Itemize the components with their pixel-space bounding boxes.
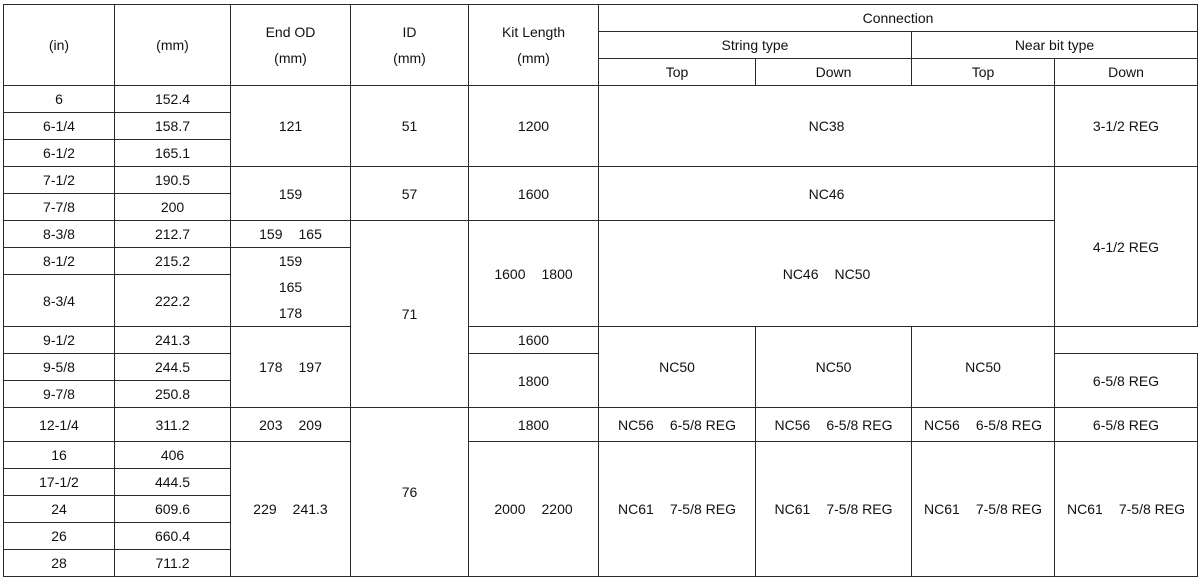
near-bit-down-cell — [1055, 442, 1198, 577]
end-od-value: 209 — [298, 416, 322, 433]
table-row — [4, 442, 1198, 469]
connection-value: 6-5/8 REG — [669, 416, 736, 433]
size-in: 8-3/8 — [4, 221, 115, 248]
near-bit-top-cell: NC50 — [912, 327, 1055, 408]
end-od-value: 241.3 — [292, 501, 328, 517]
near-bit-top-cell — [912, 408, 1055, 442]
size-mm: 165.1 — [115, 140, 231, 167]
connection-value: NC61 — [924, 501, 960, 517]
kit-length-cell: 1800 — [469, 408, 599, 442]
header-near-down: Down — [1055, 59, 1198, 86]
end-od-value: 159 — [278, 253, 303, 269]
near-bit-top-cell — [912, 442, 1055, 577]
string-top-cell — [599, 408, 756, 442]
size-in: 6-1/4 — [4, 113, 115, 140]
end-od-value: 165 — [298, 226, 322, 242]
string-down-cell — [756, 442, 912, 577]
near-bit-down-cell: 3-1/2 REG — [1055, 86, 1198, 167]
connection-value: 7-5/8 REG — [975, 501, 1042, 517]
end-od-value: 178 — [259, 359, 283, 375]
kit-length-cell: 1200 — [469, 86, 599, 167]
table-row — [4, 86, 1198, 113]
table-row — [4, 327, 1198, 354]
header-string-top: Top — [599, 59, 756, 86]
end-od-cell — [231, 408, 351, 442]
size-in: 7-7/8 — [4, 194, 115, 221]
size-in: 6 — [4, 86, 115, 113]
size-in: 26 — [4, 523, 115, 550]
near-bit-down-cell: 4-1/2 REG — [1055, 167, 1198, 327]
size-in: 12-1/4 — [4, 408, 115, 442]
connection-value: NC56 — [774, 416, 811, 433]
size-mm: 609.6 — [115, 496, 231, 523]
connection-cell: NC46 — [599, 167, 1055, 221]
connection-value: NC46 — [782, 265, 819, 282]
size-in: 9-1/2 — [4, 327, 115, 354]
string-top-cell — [599, 442, 756, 577]
size-mm: 250.8 — [115, 381, 231, 408]
header-kit-length-label: Kit Length — [501, 24, 566, 40]
kit-length-value: 2200 — [541, 501, 573, 517]
header-id — [351, 5, 469, 86]
id-cell: 51 — [351, 86, 469, 167]
end-od-value: 159 — [259, 226, 283, 242]
end-od-cell — [231, 248, 351, 327]
size-in: 9-7/8 — [4, 381, 115, 408]
kit-length-value: 1800 — [541, 265, 573, 282]
connection-value: 7-5/8 REG — [1118, 501, 1185, 517]
near-bit-down-cell: 6-5/8 REG — [1055, 408, 1198, 442]
header-string-type: String type — [599, 32, 912, 59]
size-mm: 711.2 — [115, 550, 231, 577]
kit-length-cell: 1600 — [469, 167, 599, 221]
connection-cell — [599, 221, 1055, 327]
end-od-cell — [231, 442, 351, 577]
table-row — [4, 167, 1198, 194]
size-in: 8-1/2 — [4, 248, 115, 275]
connection-value: 7-5/8 REG — [826, 501, 893, 517]
size-mm: 311.2 — [115, 408, 231, 442]
header-string-down: Down — [756, 59, 912, 86]
size-mm: 200 — [115, 194, 231, 221]
size-mm: 152.4 — [115, 86, 231, 113]
end-od-cell — [231, 327, 351, 408]
end-od-cell: 159 — [231, 167, 351, 221]
header-id-unit: (mm) — [393, 50, 426, 66]
end-od-value: 165 — [278, 279, 303, 295]
table-row — [4, 408, 1198, 442]
size-mm: 444.5 — [115, 469, 231, 496]
connection-value: NC61 — [618, 501, 654, 517]
connection-value: 6-5/8 REG — [826, 416, 893, 433]
kit-length-cell: 1800 — [469, 354, 599, 408]
kit-length-value: 2000 — [494, 501, 526, 517]
header-end-od-label: End OD — [265, 24, 316, 40]
size-in: 9-5/8 — [4, 354, 115, 381]
header-kit-length-unit: (mm) — [517, 50, 550, 66]
size-in: 28 — [4, 550, 115, 577]
size-in: 7-1/2 — [4, 167, 115, 194]
size-in: 17-1/2 — [4, 469, 115, 496]
size-in: 16 — [4, 442, 115, 469]
header-near-bit-type: Near bit type — [912, 32, 1198, 59]
kit-length-cell — [469, 221, 599, 327]
end-od-cell: 121 — [231, 86, 351, 167]
spec-table — [3, 4, 1198, 577]
kit-length-value: 1600 — [494, 265, 526, 282]
connection-value: 6-5/8 REG — [975, 416, 1042, 433]
kit-length-cell — [469, 442, 599, 577]
string-down-cell — [756, 408, 912, 442]
size-mm: 406 — [115, 442, 231, 469]
connection-value: NC61 — [1067, 501, 1103, 517]
size-in: 6-1/2 — [4, 140, 115, 167]
size-in: 24 — [4, 496, 115, 523]
string-down-cell: NC50 — [756, 327, 912, 408]
header-near-top: Top — [912, 59, 1055, 86]
size-in: 8-3/4 — [4, 275, 115, 327]
size-mm: 660.4 — [115, 523, 231, 550]
near-bit-down-cell: 6-5/8 REG — [1055, 354, 1198, 408]
end-od-value: 229 — [253, 501, 277, 517]
connection-value: 7-5/8 REG — [669, 501, 736, 517]
connection-value: NC61 — [774, 501, 811, 517]
id-cell: 76 — [351, 408, 469, 577]
header-end-od-unit: (mm) — [274, 50, 307, 66]
table-row — [4, 221, 1198, 248]
end-od-value: 203 — [259, 416, 283, 433]
size-mm: 241.3 — [115, 327, 231, 354]
end-od-cell — [231, 221, 351, 248]
end-od-value: 178 — [278, 305, 303, 321]
size-mm: 215.2 — [115, 248, 231, 275]
end-od-value: 197 — [298, 359, 322, 375]
header-end-od — [231, 5, 351, 86]
connection-value: NC50 — [834, 265, 871, 282]
string-top-cell: NC50 — [599, 327, 756, 408]
id-cell: 71 — [351, 221, 469, 408]
size-mm: 158.7 — [115, 113, 231, 140]
header-connection: Connection — [599, 5, 1198, 32]
connection-value: NC56 — [924, 416, 960, 433]
id-cell: 57 — [351, 167, 469, 221]
size-mm: 212.7 — [115, 221, 231, 248]
header-id-label: ID — [402, 24, 417, 40]
connection-value: NC56 — [618, 416, 654, 433]
header-mm: (mm) — [115, 5, 231, 86]
connection-cell: NC38 — [599, 86, 1055, 167]
size-mm: 190.5 — [115, 167, 231, 194]
size-mm: 222.2 — [115, 275, 231, 327]
header-kit-length — [469, 5, 599, 86]
header-in: (in) — [4, 5, 115, 86]
kit-length-cell: 1600 — [469, 327, 599, 354]
size-mm: 244.5 — [115, 354, 231, 381]
